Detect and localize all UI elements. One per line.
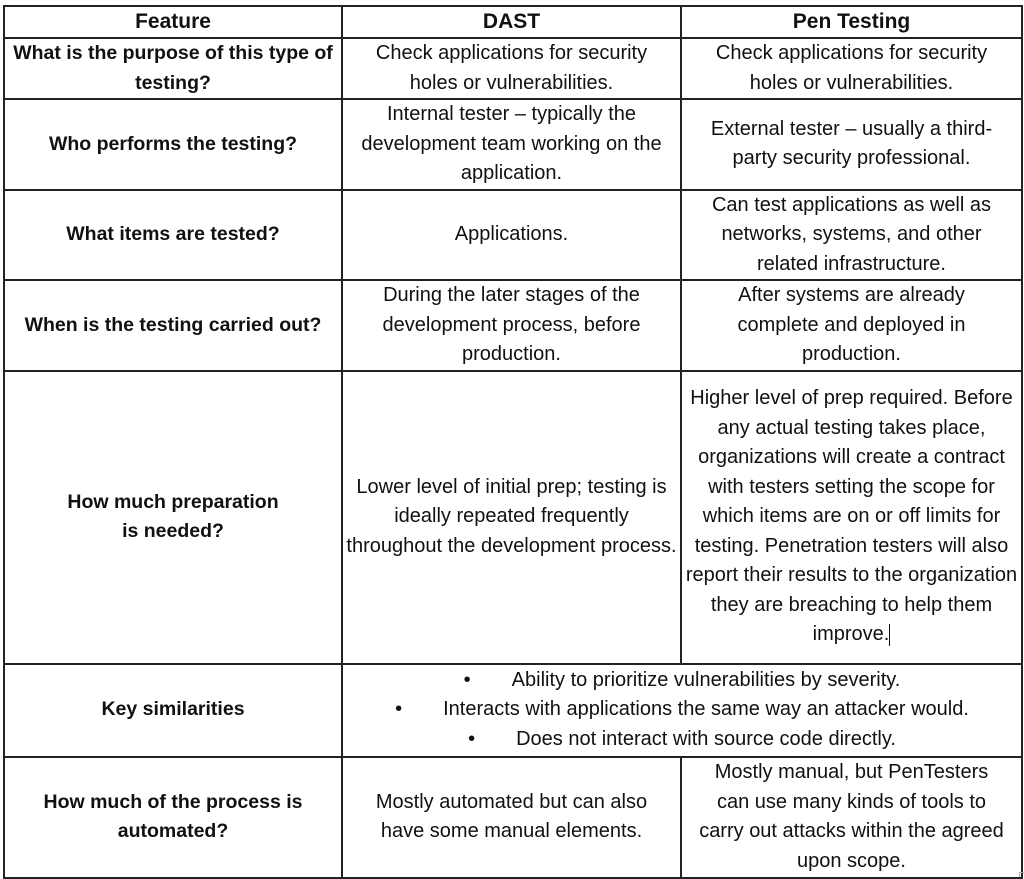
table-row-preparation [4,371,1022,664]
header-dast: DAST [342,6,681,38]
pen-cell: After systems are already complete and deployed in production. [681,280,1022,371]
dast-cell: Check applications for security holes or vulnerabilities. [342,38,681,99]
bullet-icon: • [395,698,403,721]
feature-cell: When is the testing carried out? [4,280,342,371]
list-item: • Ability to prioritize vulnerabilities by severity. [347,666,1017,696]
pen-cell: Mostly manual, but PenTesters can use many kinds of tools to carry out attacks within the agreed upon scope. [681,757,1022,878]
dast-cell: Mostly automated but can also have some manual elements. [342,757,681,878]
text-cursor [889,624,890,646]
feature-cell: Key similarities [4,664,342,757]
dast-cell: Lower level of initial prep; testing is ideally repeated frequently throughout the development process. [342,371,681,664]
table-row-items [4,190,1022,281]
pen-cell: Check applications for security holes or vulnerabilities. [681,38,1022,99]
similarities-list [347,666,1017,755]
table-row-similarities [4,664,1022,757]
feature-cell: How much preparation is needed? [4,371,342,664]
header-pen-testing: Pen Testing [681,6,1022,38]
bullet-icon: • [468,727,476,750]
dast-cell: During the later stages of the development process, before production. [342,280,681,371]
header-row [4,6,1022,38]
feature-cell: What items are tested? [4,190,342,281]
feature-cell: What is the purpose of this type of testing? [4,38,342,99]
feature-cell: Who performs the testing? [4,99,342,190]
bullet-icon: • [463,668,471,691]
header-feature: Feature [4,6,342,38]
table-row-purpose [4,38,1022,99]
pen-preparation-text: Higher level of prep required. Before any actual testing takes place, organizations will create a contract with testers setting the scope for which items are on or off limits for testing. Penetration testers will also report their results to the organization they are breaching to help them improve. [685,387,1018,646]
pen-cell [681,371,1022,664]
list-item: • Does not interact with source code directly. [347,725,1017,755]
table-row-automation [4,757,1022,878]
dast-cell: Internal tester – typically the development team working on the application. [342,99,681,190]
similarities-cell [342,664,1022,757]
table-row-when [4,280,1022,371]
table-row-who [4,99,1022,190]
feature-cell: How much of the process is automated? [4,757,342,878]
list-item: • Interacts with applications the same way an attacker would. [347,695,1017,725]
resize-corner-mark [1019,872,1024,877]
pen-cell: Can test applications as well as networks, systems, and other related infrastructure. [681,190,1022,281]
comparison-table [3,5,1023,879]
pen-cell: External tester – usually a third-party security professional. [681,99,1022,190]
dast-cell: Applications. [342,190,681,281]
